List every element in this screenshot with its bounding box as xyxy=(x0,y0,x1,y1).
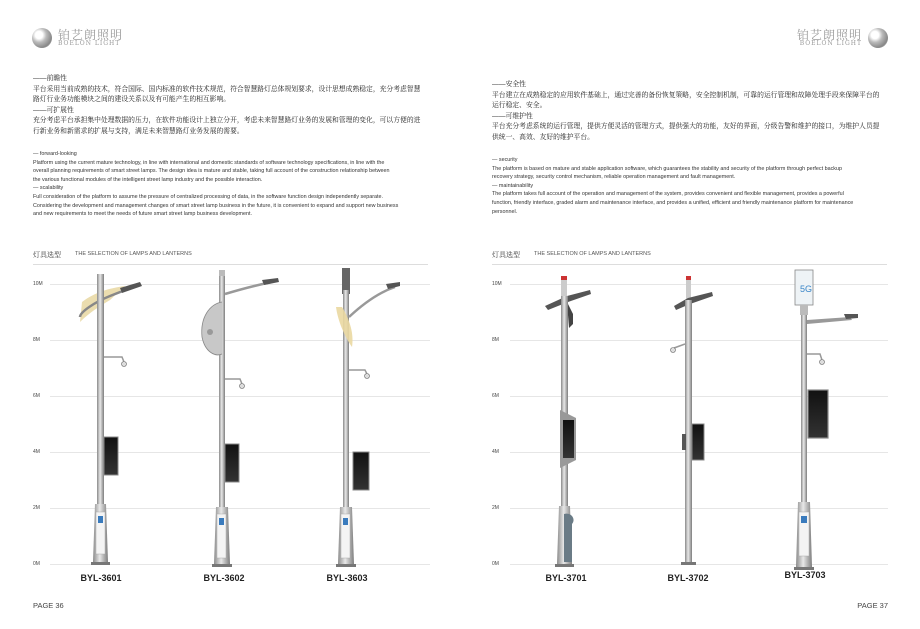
brand-logo xyxy=(797,28,888,48)
section-title-cn: 灯具选型 xyxy=(33,251,61,259)
scale-label: 2M xyxy=(492,505,499,511)
text-line: — maintainability xyxy=(492,182,534,189)
text-line: — security xyxy=(492,157,518,163)
text-line: 供统一、高效、友好的维护平台。 xyxy=(492,133,594,141)
text-line: function, friendly interface, graded alarm and maintenance interface, and provides a unified, efficient and friendly maintenance platform for maintenance xyxy=(492,199,854,206)
text-line: — forward-looking xyxy=(33,151,77,157)
intro-en xyxy=(33,150,438,219)
text-line: 运行稳定、安全。 xyxy=(492,102,547,109)
page-number: PAGE 36 xyxy=(33,601,64,610)
pole-illustrations-right xyxy=(460,262,920,572)
scale-label: 4M xyxy=(33,449,40,455)
pole-byl-3603 xyxy=(336,268,400,567)
model-label: BYL-3601 xyxy=(80,573,122,583)
section-heading xyxy=(33,250,192,260)
pole-display-glyph: 5G xyxy=(800,284,813,294)
text-line: Full consideration of the platform to assume the pressure of centralized processing of data, in the software function design independently separate. xyxy=(33,193,383,200)
text-line: Platform using the current mature technology, in line with international and domestic standards of software technology specifications, in line with the xyxy=(33,159,385,166)
section-title-en: THE SELECTION OF LAMPS AND LANTERNS xyxy=(534,251,651,257)
text-line: The platform takes full account of the operation and management of the system, provides convenient and flexible management, provides a powerful xyxy=(492,191,844,198)
model-label: BYL-3602 xyxy=(203,573,245,583)
brand-name-en: BOELON LIGHT xyxy=(799,40,862,48)
model-label: BYL-3603 xyxy=(326,573,368,583)
text-line: ——可维护性 xyxy=(492,112,533,120)
text-line: recovery strategy, security control mechanism, reliable operation management and fault management. xyxy=(492,174,736,181)
intro-cn xyxy=(33,74,438,137)
text-line: 平台充分考虑系统的运行管理，提供方便灵活的管理方式，提供强大的功能，友好的界面，分级告警和维护的接口，为维护人员提 xyxy=(492,123,880,130)
text-line: The platform is based on mature and stable application software, which guarantees the stability and security of the platform through perfect backup xyxy=(492,165,842,172)
scale-label: 2M xyxy=(33,505,40,511)
text-line: ——前瞻性 xyxy=(33,75,67,82)
text-line: 平台建立在成熟稳定的应用软件基础上，通过完善的备份恢复策略，安全控制机制，可靠的运行管理和故障处理手段来保障平台的 xyxy=(492,91,880,99)
pole-byl-3601 xyxy=(80,274,142,565)
text-line: Considering the development and management changes of smart street lamp business in the future, it is convenient to expand and support new business xyxy=(33,202,399,209)
text-line: 路灯行业务功能模块之间的建设关系以及有可能产生的相互影响。 xyxy=(33,96,231,103)
scale-label: 10M xyxy=(33,281,43,287)
model-label: BYL-3702 xyxy=(667,573,709,583)
scale-label: 8M xyxy=(492,337,499,343)
scale-label: 6M xyxy=(33,393,40,399)
scale-label: 0M xyxy=(492,561,499,567)
pole-byl-3703 xyxy=(794,270,858,570)
brand-logo xyxy=(32,28,123,48)
intro-cn xyxy=(492,80,892,143)
text-line: the various functional modules of the intelligent street lamp industry and the possible interaction. xyxy=(33,176,263,183)
text-line: — scalability xyxy=(33,185,64,192)
brand-name-cn: 铂艺朗照明 xyxy=(58,27,124,42)
text-line: and new requirements to meet the needs of future smart street lamp business development. xyxy=(33,211,253,218)
intro-en xyxy=(492,156,892,216)
pole-illustrations-left xyxy=(0,262,460,572)
section-title-cn: 灯具选型 xyxy=(492,251,520,259)
model-label: BYL-3703 xyxy=(784,570,826,580)
right-page xyxy=(460,0,920,629)
brand-mark-icon xyxy=(868,28,888,48)
brand-mark-icon xyxy=(32,28,52,48)
text-line: ——可扩展性 xyxy=(33,106,74,114)
scale-label: 4M xyxy=(492,449,499,455)
page-number: PAGE 37 xyxy=(857,601,888,610)
model-label: BYL-3701 xyxy=(545,573,587,583)
text-line: 平台采用当前成熟的技术，符合国际、国内标准的软件技术规范，符合智慧路灯总体规划要求，设计思想成熟稳定，充分考虑智慧 xyxy=(33,85,421,93)
scale-label: 0M xyxy=(33,561,40,567)
section-heading xyxy=(492,250,651,260)
pole-byl-3702 xyxy=(671,276,714,565)
text-line: personnel. xyxy=(492,208,518,215)
brand-name-cn: 铂艺朗照明 xyxy=(796,27,862,42)
scale-label: 10M xyxy=(492,281,502,287)
brand-name-en: BOELON LIGHT xyxy=(58,40,121,48)
text-line: ——安全性 xyxy=(492,81,526,88)
text-line: 行新业务和新需求的扩展与支持，满足未来智慧路灯业务发展的需要。 xyxy=(33,127,244,135)
text-line: overall planning requirements of smart street lamps. The design idea is mature and stable, taking full account of the construction relationship between xyxy=(33,168,390,175)
scale-label: 8M xyxy=(33,337,40,343)
pole-byl-3602 xyxy=(202,270,279,567)
text-line: 充分考虑平台承担集中处理数据的压力，在软件功能设计上独立分开，考虑未来智慧路灯业务的发展和管理的变化，可以方便的进 xyxy=(33,117,421,124)
pole-byl-3701 xyxy=(545,276,591,567)
scale-label: 6M xyxy=(492,393,499,399)
section-title-en: THE SELECTION OF LAMPS AND LANTERNS xyxy=(75,251,192,257)
